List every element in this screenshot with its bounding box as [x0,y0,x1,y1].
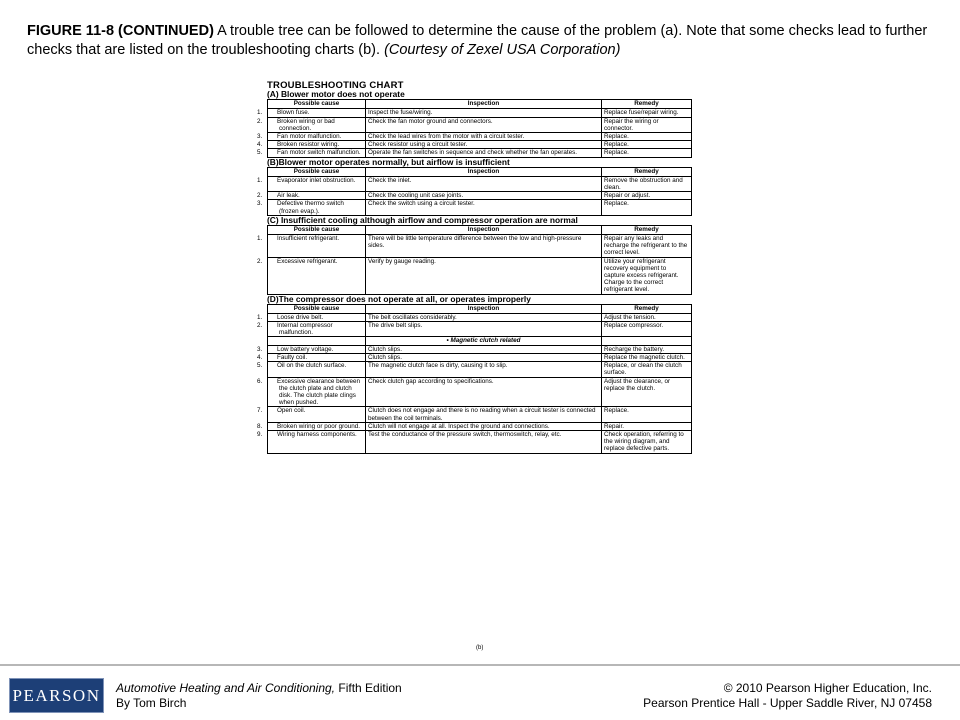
cause-cell [257,345,366,353]
table-row [268,117,692,132]
book-author: By Tom Birch [116,696,187,710]
footer-divider [0,664,960,666]
header-row [268,167,692,176]
remedy-cell: Replace. [602,141,692,149]
remedy-cell: Replace. [602,149,692,157]
remedy-cell: Repair. [602,422,692,430]
inspection-cell: Clutch slips. [366,345,602,353]
table-row [268,430,692,453]
table-row [268,200,692,215]
empty-cell [268,337,366,345]
header-row [268,100,692,109]
row-number: 5. [257,149,263,157]
row-number: 3. [257,200,263,208]
cause-text: Excessive clearance between the clutch plate and clutch disk. The clutch plate clings when pushed. [277,377,360,407]
row-number: 1. [257,176,263,184]
inspection-cell: Check clutch gap according to specifications. [366,377,602,407]
row-number: 2. [257,192,263,200]
row-number: 5. [257,362,263,370]
inspection-cell: Check resistor using a circuit tester. [366,141,602,149]
cause-cell [257,235,366,258]
cause-text: Excessive refrigerant. [277,257,338,265]
table-row [268,322,692,337]
row-number: 4. [257,141,263,149]
section-title: (C) Insufficient cooling although airflow and compressor operation are normal [267,214,578,225]
remedy-cell: Remove the obstruction and clean. [602,176,692,191]
inspection-cell: Operate the fan switches in sequence and check whether the fan operates. [366,149,602,157]
row-number: 3. [257,345,263,353]
cause-text: Fan motor switch malfunction. [277,149,361,157]
remedy-cell: Replace. [602,200,692,215]
table-row [268,422,692,430]
cause-text: Open coil. [277,407,306,415]
cause-cell [257,109,366,117]
cause-text: Fan motor malfunction. [277,133,342,141]
book-info [116,681,402,711]
row-number: 2. [257,322,263,330]
table-row [268,353,692,361]
figure-label: (b) [476,645,484,651]
table-row [268,141,692,149]
cause-text: Internal compressor malfunction. [277,322,333,337]
empty-cell [602,337,692,345]
column-header: Remedy [602,226,692,235]
column-header: Possible cause [268,167,366,176]
cause-text: Evaporator inlet obstruction. [277,176,356,184]
column-header: Remedy [602,167,692,176]
inspection-cell: Check the inlet. [366,176,602,191]
subheading: • Magnetic clutch related [366,337,602,345]
table-row [268,149,692,157]
section-table [257,167,692,216]
section-table [257,99,692,157]
column-header: Inspection [366,167,602,176]
column-header: Inspection [366,100,602,109]
cause-text: Defective thermo switch (frozen evap.). [277,200,344,215]
cause-cell [257,117,366,132]
subheading-row [268,337,692,345]
inspection-cell: Test the conductance of the pressure switch, thermoswitch, relay, etc. [366,430,602,453]
cause-text: Faulty coil. [277,353,308,361]
remedy-cell: Recharge the battery. [602,345,692,353]
cause-cell [257,192,366,200]
table-row [268,345,692,353]
column-header: Remedy [602,304,692,313]
caption-label: FIGURE 11-8 (CONTINUED) [27,23,214,39]
cause-text: Low battery voltage. [277,345,334,353]
table-row [268,362,692,377]
cause-text: Broken wiring or bad connection. [277,117,335,132]
row-number: 1. [257,235,263,243]
cause-cell [257,200,366,215]
cause-cell [257,257,366,294]
inspection-cell: The drive belt slips. [366,322,602,337]
cause-text: Wiring harness components. [277,430,357,438]
cause-cell [257,322,366,337]
cause-text: Oil on the clutch surface. [277,362,347,370]
publisher: Pearson Prentice Hall - Upper Saddle River, NJ 07458 [643,696,932,710]
column-header: Remedy [602,100,692,109]
remedy-cell: Replace the magnetic clutch. [602,353,692,361]
remedy-cell: Repair the wiring or connector. [602,117,692,132]
row-number: 4. [257,353,263,361]
remedy-cell: Replace. [602,133,692,141]
inspection-cell: Check the lead wires from the motor with a circuit tester. [366,133,602,141]
caption-credit: (Courtesy of Zexel USA Corporation) [384,42,621,58]
inspection-cell: Verify by gauge reading. [366,257,602,294]
column-header: Inspection [366,304,602,313]
remedy-cell: Adjust the tension. [602,313,692,321]
cause-cell [257,377,366,407]
inspection-cell: Inspect the fuse/wiring. [366,109,602,117]
remedy-cell: Repair any leaks and recharge the refrigerant to the correct level. [602,235,692,258]
table-row [268,407,692,422]
table-row [268,192,692,200]
table-row [268,133,692,141]
table-row [268,235,692,258]
column-header: Inspection [366,226,602,235]
row-number: 2. [257,117,263,125]
inspection-cell: Clutch does not engage and there is no reading when a circuit tester is connected between the coil terminals. [366,407,602,422]
cause-cell [257,313,366,321]
inspection-cell: Clutch will not engage at all. Inspect the ground and connections. [366,422,602,430]
table-row [268,377,692,407]
column-header: Possible cause [268,226,366,235]
row-number: 9. [257,430,263,438]
cause-text: Broken wiring or poor ground. [277,422,360,430]
row-number: 7. [257,407,263,415]
row-number: 1. [257,109,263,117]
section-title: (A) Blower motor does not operate [267,89,405,100]
cause-text: Insufficient refrigerant. [277,235,340,243]
remedy-cell: Replace fuse/repair wiring. [602,109,692,117]
figure-caption [27,22,942,60]
caption-text: A trouble tree can be followed to determine the cause of the problem (a). Note that some checks lead to further checks that are listed on the troubleshooting charts (b). [27,23,928,58]
section-table [257,225,692,295]
table-row [268,109,692,117]
cause-cell [257,362,366,377]
inspection-cell: Check the cooling unit case joints. [366,192,602,200]
publisher-info [643,681,932,711]
section-title: (B)Blower motor operates normally, but airflow is insufficient [267,156,510,167]
cause-cell [257,422,366,430]
section-title: (D)The compressor does not operate at all, or operates improperly [267,293,531,304]
section-table [257,304,692,454]
row-number: 6. [257,377,263,385]
remedy-cell: Repair or adjust. [602,192,692,200]
cause-cell [257,430,366,453]
cause-cell [257,176,366,191]
inspection-cell: The belt oscillates considerably. [366,313,602,321]
book-title: Automotive Heating and Air Conditioning, [116,681,336,695]
book-edition: Fifth Edition [335,681,402,695]
remedy-cell: Utilize your refrigerant recovery equipment to capture excess refrigerant. Charge to the correct refrigerant level. [602,257,692,294]
remedy-cell: Check operation, referring to the wiring diagram, and replace defective parts. [602,430,692,453]
column-header: Possible cause [268,100,366,109]
row-number: 1. [257,313,263,321]
table-row [268,257,692,294]
cause-text: Broken resistor wiring. [277,141,340,149]
inspection-cell: Clutch slips. [366,353,602,361]
inspection-cell: Check the fan motor ground and connectors. [366,117,602,132]
cause-cell [257,133,366,141]
cause-text: Air leak. [277,192,300,200]
row-number: 3. [257,133,263,141]
cause-cell [257,353,366,361]
pearson-logo: PEARSON [9,678,104,713]
remedy-cell: Replace. [602,407,692,422]
table-row [268,176,692,191]
cause-text: Blown fuse. [277,109,310,117]
copyright: © 2010 Pearson Higher Education, Inc. [723,681,932,695]
remedy-cell: Replace, or clean the clutch surface. [602,362,692,377]
cause-cell [257,149,366,157]
cause-text: Loose drive belt. [277,313,324,321]
remedy-cell: Replace compressor. [602,322,692,337]
cause-cell [257,407,366,422]
inspection-cell: The magnetic clutch face is dirty, causing it to slip. [366,362,602,377]
inspection-cell: There will be little temperature difference between the low and high-pressure sides. [366,235,602,258]
table-row [268,313,692,321]
header-row [268,226,692,235]
row-number: 8. [257,422,263,430]
cause-cell [257,141,366,149]
row-number: 2. [257,257,263,265]
header-row [268,304,692,313]
chart-title: TROUBLESHOOTING CHART [267,80,404,91]
troubleshooting-chart [257,80,693,454]
remedy-cell: Adjust the clearance, or replace the clutch. [602,377,692,407]
column-header: Possible cause [268,304,366,313]
inspection-cell: Check the switch using a circuit tester. [366,200,602,215]
